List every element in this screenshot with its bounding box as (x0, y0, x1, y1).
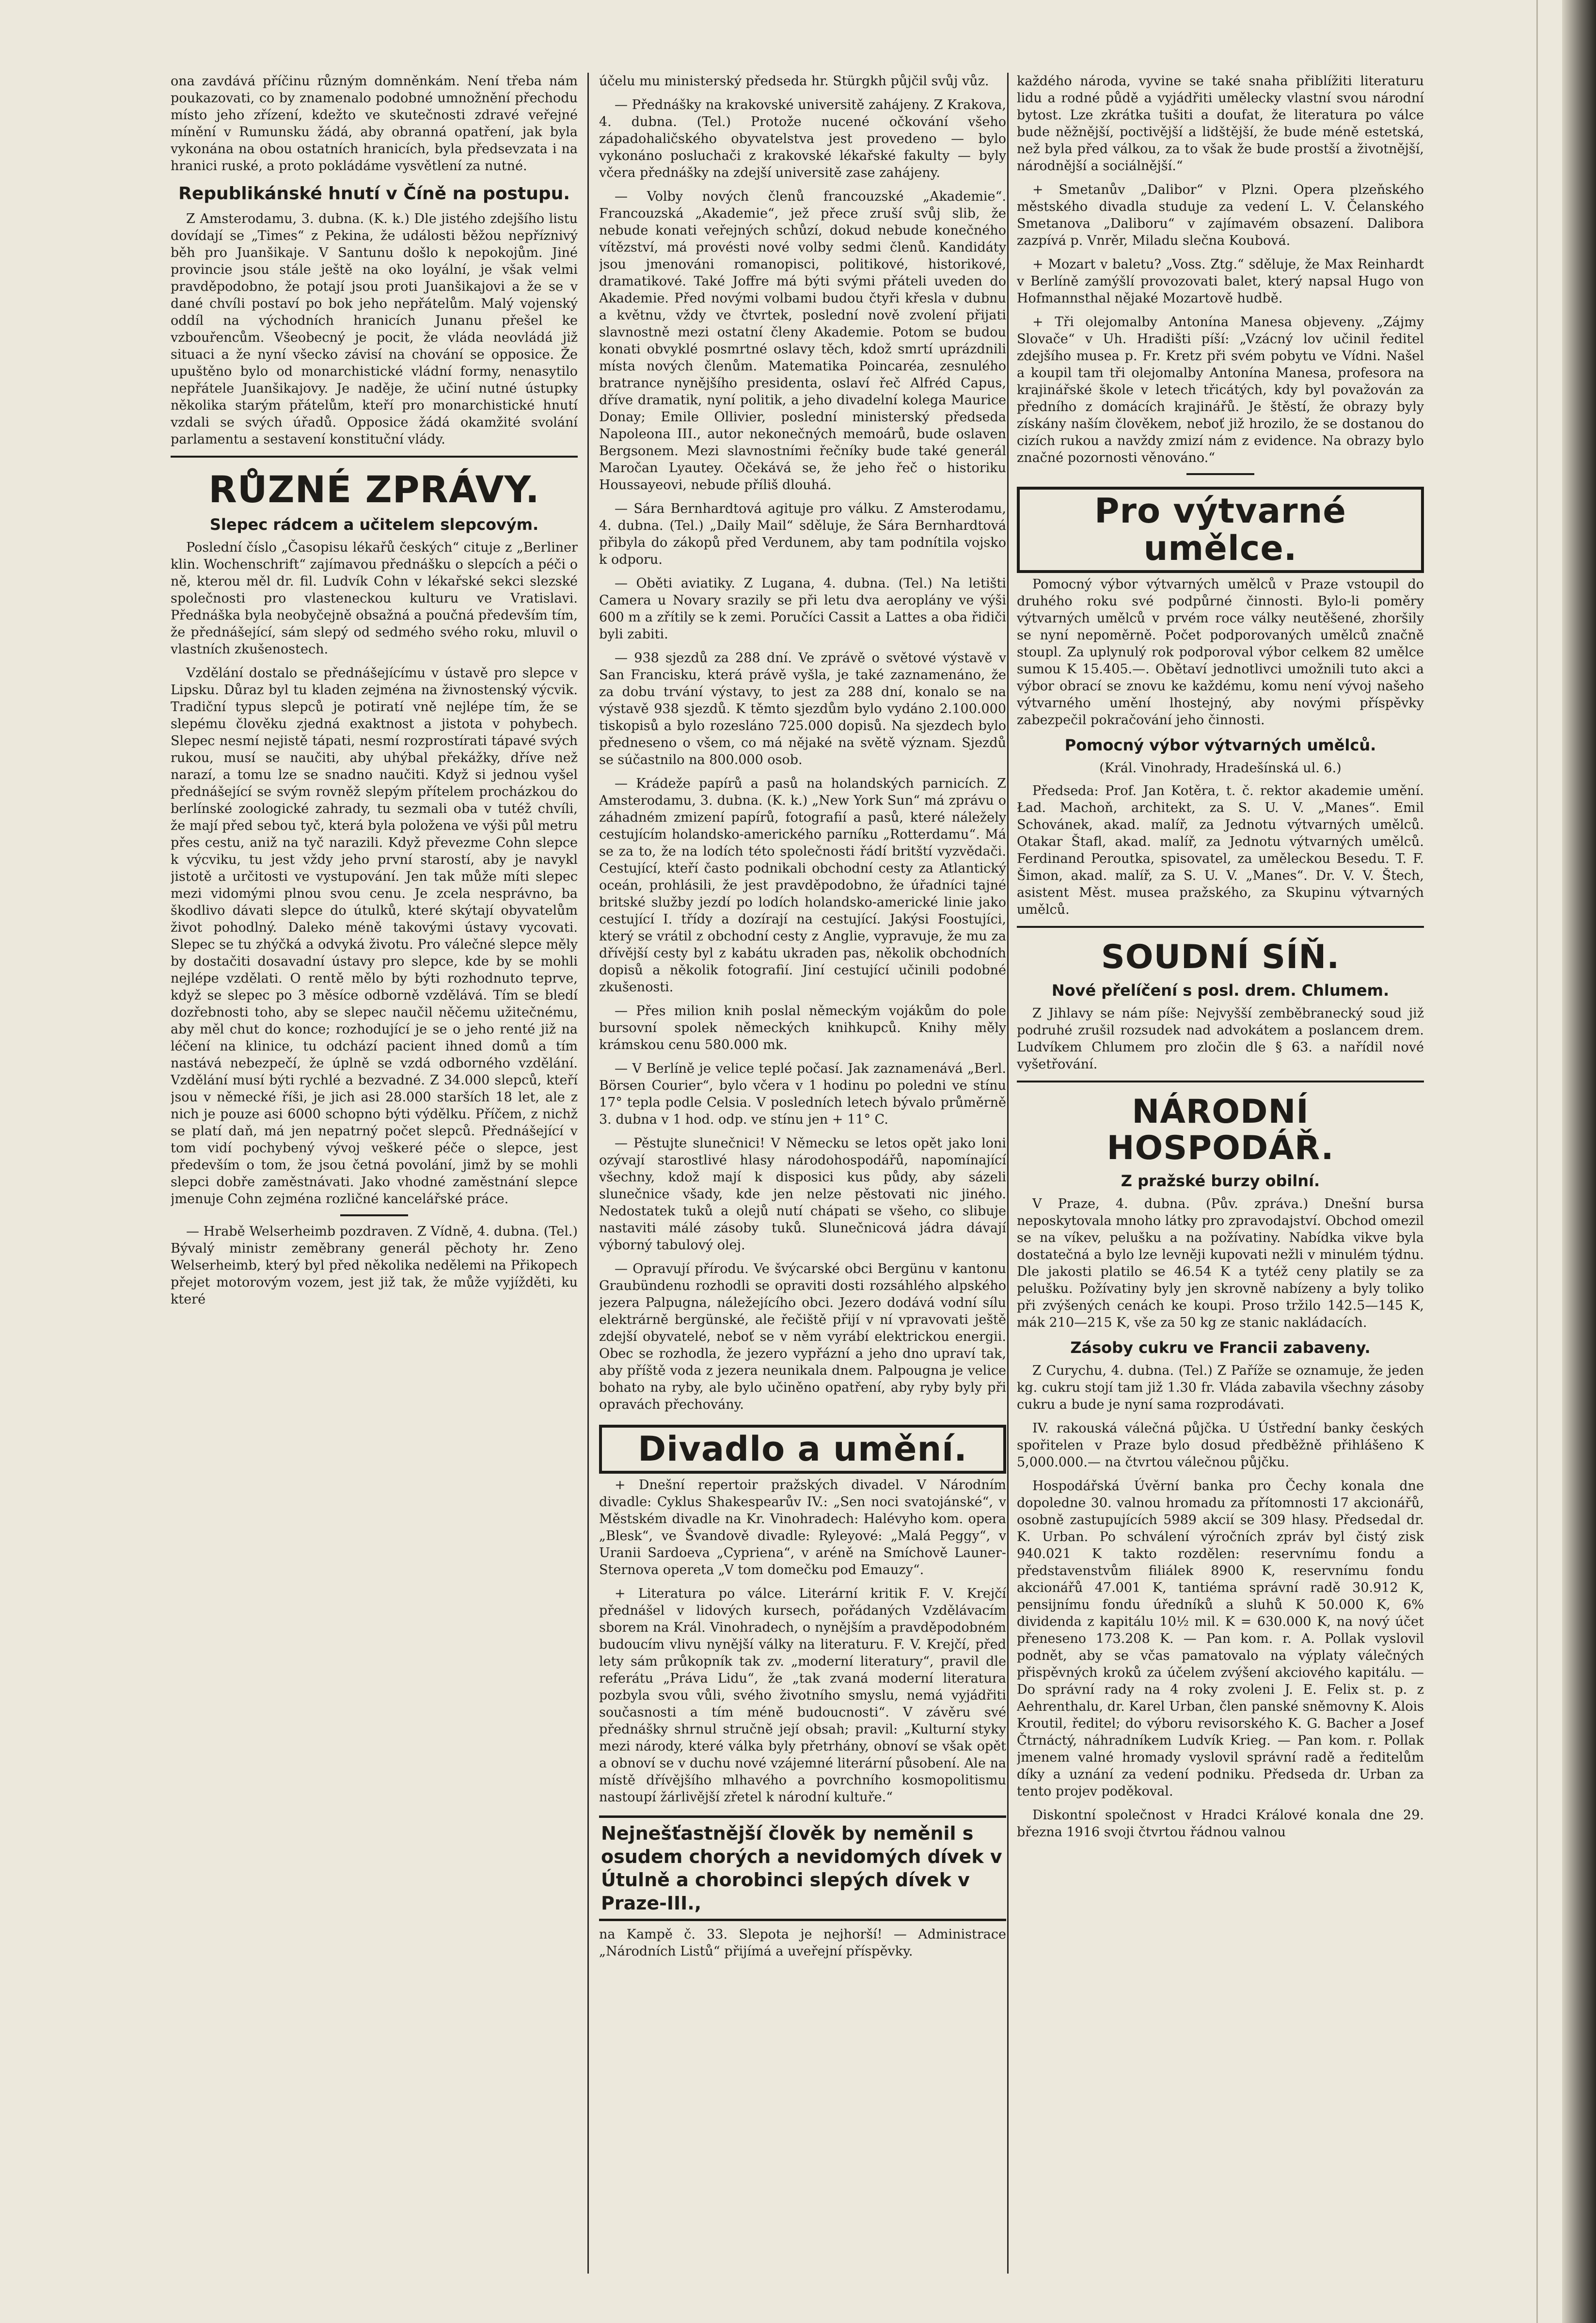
article-nature: — Opravují přírodu. Ve švýcarské obci Bergünu v kantonu Graubündenu rozhodli se opraviti dosti rozsáhlého alpského jezera Palpugna, náležejícího obci. Jezero dodává vodní sílu elektrárně bergünské, ale řečiště přijí v ní vpravovati ještě zdejší obyvatelé, neboť se v něm vyrábí elektrickou energii. Obec se rozhodla, že jezero vypřázní a jeho dno upraví tak, aby příště voda z jezera neunikala dnem. Palpougna je velice bohato na ryby, ale bylo učiněno opatření, aby ryby byly při opravách přechovány. (599, 1261, 1006, 1412)
column-middle (599, 73, 1006, 2278)
appeal-headline: Nejnešťastnější člověk by neměnil s osudem chorých a nevidomých dívek v Útulně a chorobinci slepých dívek v Praze-III., (599, 1815, 1006, 1921)
article-vytvarne: Pomocný výbor výtvarných umělců v Praze vstoupil do druhého roku své podpůrné činnosti. Bylo-li poměry výtvarných umělců v prvém roce války neutěšené, zhoršily se nyní nepoměrně. Počet podporovaných umělců značně stoupl. Za uplynulý rok podporoval výbor celkem 82 umělce sumou K 15.405.—. Obětaví jednotlivci umožnili tuto akci a výbor obrací se znovu ke každému, komu není vývoj našeho výtvarného umění lhostejný, aby novými příspěvky zabezpečil pokračování jeho činnosti. (1017, 577, 1424, 728)
page-fold-line (1536, 0, 1538, 2323)
article-million: — Přes milion knih poslal německým vojákům do pole bursovní spolek německých knihkupců. Knihy měly krámskou cenu 580.000 mk. (599, 1003, 1006, 1052)
page-edge-shadow (1562, 0, 1596, 2323)
column-rule (1007, 73, 1009, 2274)
article-academy: — Volby nových členů francouzské „Akademie“. Francouzská „Akademie“, jež přece zruší svůj slib, že nebude konati veřejných schůzí, dokud nebude konečného vítězství, má provésti nové volby sedmi členů. Kandidáty jsou jmenováni romanopisci, politikové, historikové, dramatikové. Také Joffre má býti svými přáteli uveden do Akademie. Před novými volbami budou čtyři křesla v dubnu a květnu, vždy ve čtvrtek, poslední nově zvolení přijati slavnostně mezi ostatní členy Akademie. Potom se budou konati obvyklé posmrtné oslavy těch, kdož smrtí uprázdnili místa nových členům. Matematika Poincaréa, zesnulého bratrance nynějšího presidenta, oslaví řeč Alfréd Capus, dříve dramatik, nyní politik, a jeho divadelní kolega Maurice Donay; Emile Ollivier, poslední ministerský předseda Napoleona III., autor nekonečných memoárů, bude oslaven Bergsonem. Mezi slavnostními řečníky bude také generál Maročan Lyautey. Očekává se, že jeho řeč o historiku Houssayeovi, nebude příliš dlouhá. (599, 189, 1006, 493)
article-938: — 938 sjezdů za 288 dní. Ve zprávě o světové výstavě v San Francisku, která právě vyšla, je také zaznamenáno, že za dobu trvání výstavy, to jest za 288 dní, konalo se na výstavě 938 sjezdů. K těmto sjezdům bylo vydáno 2.100.000 tiskopisů a bylo rozesláno 725.000 dopisů. Na sjezdech bylo předneseno o všem, co má nějaké na světě význam. Sjezdů se súčastnilo na 800.000 osob. (599, 651, 1006, 767)
article-diskontni: Diskontní společnost v Hradci Králové konala dne 29. března 1916 svoji čtvrtou řádnou valnou (1017, 1808, 1424, 1840)
divider (171, 456, 578, 458)
article-papers: — Krádeže papírů a pasů na holandských parnicích. Z Amsterodamu, 3. dubna. (K. k.) „New York Sun“ má zprávu o záhadném zmizení papírů, fotografií a pasů, které náležely cestujícím holandsko-amerického parníku „Rotterdamu“. Má se za to, že na lodích této společnosti řádí britští vyzvědači. Cestující, kteří často podnikali obchodní cesty za Atlantický oceán, prohlásili, že jest pravděpodobno, že úřadníci tajné britské služby jezdí po lodích holandsko-americké linie jako cestující I. třídy a dozírají na cestující. Jakýsi Foostujíci, který se vrátil z obchodní cesty z Anglie, vypravuje, že mu za dřívější cesty byl z kabátu ukraden pas, několik obchodních dopisů a několik fotografií. Jiní cestující učinili podobné zkušenosti. (599, 776, 1006, 995)
headline-burza: Z pražské burzy obilní. (1121, 1172, 1320, 1191)
headline-chlum: Nové přelíčení s posl. drem. Chlumem. (1051, 981, 1390, 1000)
article-dalibor: + Smetanův „Dalibor“ v Plzni. Opera plzeňského městského divadla studuje za vedení L. V. Čelanského Smetanova „Daliboru“ v zajímavém obsazení. Dalibora zazpívá p. Vnrěr, Miladu slečna Koubová. (1017, 182, 1424, 248)
article-blind-1: Poslední číslo „Časopisu lékařů českých“ cituje z „Berliner klin. Wochenschrift“ zajímavou přednášku o slepcích a péči o ně, kterou měl dr. fil. Ludvík Cohn v lékařské sekci slezské společnosti pro vlasteneckou kulturu ve Vratislavi. Přednáška byla neobyčejně obsažná a poučná především tím, že přednášející, sám slepý od sedmého svého roku, mluvil o vlastních zkušenostech. (171, 540, 578, 657)
article-blind-2: Vzdělání dostalo se přednášejícímu v ústavě pro slepce v Lipsku. Důraz byl tu kladen zejména na živnostenský výcvik. Tradiční typus slepců je potiratí vně nejlépe tím, že se slepému člověku zjedná exaktnost a jistota v pohybech. Slepec nesmí nejistě tápati, nesmí rozprostírati tápavé svých rukou, musí se naučiti, aby uhýbal překážky, dříve než narazí, a tomu lze se snadno naučiti. Když si jednou vyšel přednášející se svým rovněž slepým přítelem procházkou do berlínské zoologické zahrady, tu sezmali oba v tutéž chvíli, že mají před sebou tyč, která byla položena ve výši půl metru přes cestu, aniž na tyč narazili. Když převezme Cohn slepce k výcviku, tu jest vždy jeho první starostí, aby je navykl jistotě a určitosti ve vystupování. Jen tak může míti slepec mezi vidomými plnou svou cenu. Je zcela nesprávno, ba škodlivo dávati slepce do útulků, které skýtají obyvatelům život pohodlný. Daleko méně takovými ústavy vycovati. Slepec se tu zhýčká a odvyká životu. Pro válečné slepce měly by dostačiti dosavadní ústavy pro slepce, kde by se mohli nejlépe vzdělati. O rentě mělo by býti rozhodnuto teprve, když se slepec po 3 měsíce odborně vzdělává. Tím se bledí dozřebnosti toho, aby se slepec naučil něčemu užitečnému, aby měl chut do konce; rozhodující je se o jeho renté již na léčení na klinice, tu odchází pacient ihned domů a tím nastává nebezpečí, že úplně se vzdá odborného vzdělání. Vzdělání musí býti rychlé a bezvadné. Z 34.000 slepců, kteří jsou v německé říši, je jich asi 28.000 starších 18 let, ale z nich je pouze asi 6000 schopno býti výdělku. Příčem, z nichž se platí daň, má jen nepatrný počet slepců. Přednášející v tom vidí pochybený vývoj veškeré péče o slepce, jest především o tom, že jsou četná povolání, jimž by se mohli slepci dobře zaměstnávati. Jako vhodné zaměstnání slepce jmenuje Cohn zejména rozličné kancelářské práce. (171, 665, 578, 1207)
divider (340, 1214, 408, 1216)
article-pomocny-vybor: Předseda: Prof. Jan Kotěra, t. č. rektor akademie umění. Ład. Machoň, architekt, za S. U. V. „Manes“. Emil Schovánek, akad. malíř, za Jednotu výtvarných umělců. Otakar Štafl, akad. malíř, za Jednotu výtvarných umělců. Ferdinand Peroutka, spisovatel, za uměleckou Besedu. T. F. Šimon, akad. malíř, za S. U. V. „Manes“. Dr. V. V. Štech, asistent Měst. musea pražského, za Skupinu výtvarných umělců. (1017, 783, 1424, 917)
article-burza: V Praze, 4. dubna. (Pův. zpráva.) Dnešní bursa neposkytovala mnoho látky pro zpravodajství. Obchod omezil se na víkev, pelušku a na požívatiny. Nabídka vikve byla dostatečná a bylo lze levněji kupovati nežli v minulém týdnu. Dle jakosti platilo se 46.54 K a tytéž ceny platily se za pelušku. Požívatiny byly jen skrovně nabízeny a byly toliko při zvýšených cenách ke koupi. Proso tržilo 142.5—145 K, mák 210—215 K, vše za 50 kg ze stanic nakládacích. (1017, 1196, 1424, 1331)
headline-china: Republikánské hnutí v Číně na postupu. (178, 184, 570, 204)
article-cukr: Z Curychu, 4. dubna. (Tel.) Z Paříže se oznamuje, že jeden kg. cukru stojí tam již 1.30 fr. Vláda zabavila všechny zásoby cukru a bude je nyní sama rozprodávati. (1017, 1363, 1424, 1413)
appeal-text: na Kampě č. 33. Slepota je nejhorší! — Administrace „Národních Listů“ přijímá a uveřejní příspěvky. (599, 1927, 1006, 1959)
column-right (1017, 73, 1424, 2278)
column-rule (587, 73, 589, 2274)
article-berlin: — V Berlíně je velice teplé počasí. Jak zaznamenává „Berl. Börsen Courier“, bylo včera v 1 hodinu po poledni ve stínu 17° tepla podle Celsia. V posledních letech bývalo průměrně 3. dubna v 1 hod. odp. ve stínu jen + 11° C. (599, 1061, 1006, 1127)
article-china: Z Amsterodamu, 3. dubna. (K. k.) Dle jistého zdejšího listu dovídají se „Times“ z Pekina, že události běžou nepříznivý běh pro Juanšikaje. V Santunu došlo k nepokojům. Jiné provincie jsou stále ještě na oko loyální, je však velmi pravděpodobno, že potají jsou proti Juanšikajovi a že se v dané chvíli postaví po bok jeho nepřátelům. Malý vojenský oddíl na východních hranicích Junanu přešel ke vzbouřencům. Všeobecný je pocit, že vláda neovládá již situaci a že nyní všecko závisí na chování se opposice. Že upuštěno bylo od monarchistické vládní formy, nenasytilo nepřátele Juanšikajovy. Je naděje, že učiní nutné ústupky několika starým přátelům, kteří pro monarchistické hnutí vzdali se svých úřadů. Opposice žádá okamžité svolání parlamentu a sestavení konstituční vlády. (171, 211, 578, 447)
section-title-vytvarne: Pro výtvarné umělce. (1017, 487, 1424, 573)
article-literatura: + Literatura po válce. Literární kritik F. V. Krejčí přednášel v lidových kursech, pořádaných Vzdělávacím sborem na Král. Vinohradech, o nynějším a pravděpodobném budoucím vlivu nynější války na literaturu. F. V. Krejčí, před lety sám průkopník tak zv. „moderní literatury“, pravil dle referátu „Práva Lidu“, že „tak zvaná moderní literatura pozbyla svou vůli, svého životního smyslu, nemá vyjádřiti současnosti a tím méně budoucnosti“. V závěru své přednášky shrnul stručně její obsah; pravil: „Kulturní styky mezi národy, které válka byly přetrhány, obnoví se však opět a obnoví se v duchu nové vzájemné literární působení. Ale na místě dřívějšího mlhavého a povrchního kosmopolitismu nastoupí žárlivější zřetel k národní kultuře.“ (599, 1586, 1006, 1805)
article-continuation: účelu mu ministerský předseda hr. Stürgkh půjčil svůj vůz. (599, 74, 989, 89)
section-title-soudni-sin: SOUDNÍ SÍŇ. (1101, 938, 1340, 976)
section-title-ruzne-zpravy: RŮZNÉ ZPRÁVY. (208, 468, 540, 511)
article-chlum: Z Jihlavy se nám píše: Nejvyšší zemběbranecký soud již podruhé zrušil rozsudek nad advokátem a poslancem drem. Ludvíkem Chlumem pro zločin dle § 63. a nařídil nové vyšetřování. (1017, 1005, 1424, 1072)
article-uverni-banka: Hospodářská Úvěrní banka pro Čechy konala dne dopoledne 30. valnou hromadu za přítomnosti 17 akcionářů, osobně zastupujících 5989 akcií se 309 hlasy. Předsedal dr. K. Urban. Po schválení výročních zpráv byl čistý zisk 940.021 K takto rozdělen: reservnímu fondu a představenstvům filiálek 8900 K, reservnímu fondu akcionářů 47.001 K, tantiéma správní radě 30.912 K, pensijnímu fondu úředníků a sluhů K 50.000 K, 6% dividenda z kapitálu 10½ mil. K = 630.000 K, na nový účet přeneseno 173.208 K. — Pan kom. r. A. Pollak vyslovil podnět, aby se včas pamatovalo na výplaty válečných přispěvných kroků za účelem zvýšení akciového kapitálu. — Do správní rady na 4 roky zvoleni J. E. Felix st. p. z Aehrenthalu, dr. Karel Urban, člen panské sněmovny K. Alois Kroutil, ředitel; do výboru revisorského K. G. Bacher a Josef Čtrnáctý, náhradníkem Ludvík Krieg. — Pan kom. r. Pollak jmenem valné hromady vyslovil správní radě a ředitelům díky a uznání za vedení podniku. Předseda dr. Urban za tento projev poděkoval. (1017, 1479, 1424, 1799)
article-welserheimb: — Hrabě Welserheimb pozdraven. Z Vídně, 4. dubna. (Tel.) Bývalý ministr zeměbrany generál pěchoty hr. Zeno Welserheimb, který byl před několika nedělemi na Přikopech přejet motorovým vozem, jest již tak, že může vyjížděti, ku které (171, 1224, 578, 1307)
article-mozart: + Mozart v baletu? „Voss. Ztg.“ sděluje, že Max Reinhardt v Berlíně zamýšlí provozovati balet, který napsal Hugo von Hofmannsthal nějaké Mozartově hudbě. (1017, 257, 1424, 306)
article-sara: — Sára Bernhardtová agituje pro válku. Z Amsterodamu, 4. dubna. (Tel.) „Daily Mail“ sděluje, že Sára Bernhardtová přibyla do zákopů před Verdunem, aby tam podnítila vojsko k odporu. (599, 501, 1006, 567)
address: (Král. Vinohrady, Hradešínská ul. 6.) (1099, 761, 1342, 776)
headline-blind: Slepec rádcem a učitelem slepcovým. (209, 515, 539, 534)
article-continuation: ona zavdává příčinu různým domněnkám. Není třeba nám poukazovati, co by znamenalo podobné umnožnění přechodu místo jeho zřízení, kdežto ve skutečnosti zdravé veřejné mínění v Rumunsku žádá, aby obranná opatření, jak byla vykonána na obou ostatních hranicích, byla předsevzata i na hranici ruské, a proto pokládáme vysvětlení za nutné. (171, 74, 578, 174)
divider (1017, 1081, 1424, 1082)
column-left (171, 73, 578, 2278)
section-title-divadlo: Divadlo a umění. (599, 1425, 1006, 1474)
article-pujcka: IV. rakouská válečná půjčka. U Ústřední banky českých spořitelen v Praze bylo dosud předběžně přihlášeno K 5,000.000.— na čtvrtou válečnou půjčku. (1017, 1421, 1424, 1470)
headline-cukr: Zásoby cukru ve Francii zabaveny. (1070, 1338, 1371, 1357)
section-title-narodni-hospodar: NÁRODNÍ HOSPODÁŘ. (1106, 1092, 1334, 1167)
article-repertoir: + Dnešní repertoir pražských divadel. V Národním divadle: Cyklus Shakespearův IV.: „Sen noci svatojánské“, v Městském divadle na Kr. Vinohradech: Halévyho kom. opera „Blesk“, ve Švandově divadle: Ryleyové: „Malá Peggy“, v Uranii Sardoeva „Cypriena“, v aréně na Smíchově Launer-Sternova opereta „V tom domečku pod Emauzy“. (599, 1478, 1006, 1577)
article-sunflower: — Pěstujte slunečnici! V Německu se letos opět jako loni ozývají starostlivé hlasy národohospodářů, napomínající všechny, kdož mají k disposici kus půdy, aby sázeli slunečnice všady, kde jen nelze pěstovati nic jiného. Nedostatek tuků a olejů nutí chápati se všeho, co slibuje nastaviti málé zásoby tuků. Slunečnicová jádra dávají výborný tabulový olej. (599, 1136, 1006, 1253)
article-krakow: — Přednášky na krakovské universitě zahájeny. Z Krakova, 4. dubna. (Tel.) Protože nucené očkování všeho západohaličského obyvatelstva jest provedeno — bylo vykonáno posluchači z krakovské lékařské fakulty — byly včera přednášky na zdejší universitě zase zahájeny. (599, 97, 1006, 180)
headline-pomocny-vybor: Pomocný výbor výtvarných umělců. (1064, 736, 1376, 754)
article-aviation: — Oběti aviatiky. Z Lugana, 4. dubna. (Tel.) Na letišti Camera u Novary srazily se při letu dva aeroplány ve výši 600 m a zřítily se k zemi. Poručíci Cassit a Lattes a oba řidiči byli zabiti. (599, 576, 1006, 642)
divider (1186, 473, 1254, 475)
divider (1017, 926, 1424, 928)
article-manes: + Tři olejomalby Antonína Manesa objeveny. „Zájmy Slovače“ v Uh. Hradišti píší: „Vzácný lov učinil ředitel zdejšího musea p. Fr. Kretz při svém pobytu ve Vídni. Našel a koupil tam tři olejomalby Antonína Manesa, profesora na krajinářské škole v letech třicátých, kdy byl považován za předního z domácích krajinářů. Je štěstí, že obrazy byly získány naším člověkem, neboť již hrozilo, že se dostanou do cizích rukou a navždy zmizí nám z evidence. Na obrazy bylo značné pozornosti věnováno.“ (1017, 315, 1424, 465)
article-continuation: každého národa, vyvine se také snaha přiblížiti literaturu lidu a rodné půdě a vyjádřiti umělecky vlastní svou národní bytost. Lze zkrátka tušiti a doufat, že literatura po válce bude něžnější, poctivější a lidštější, že bude méně estetská, než byla před válkou, za to však že bude prostší a životnější, národnější a sociálnější.“ (1017, 74, 1424, 174)
